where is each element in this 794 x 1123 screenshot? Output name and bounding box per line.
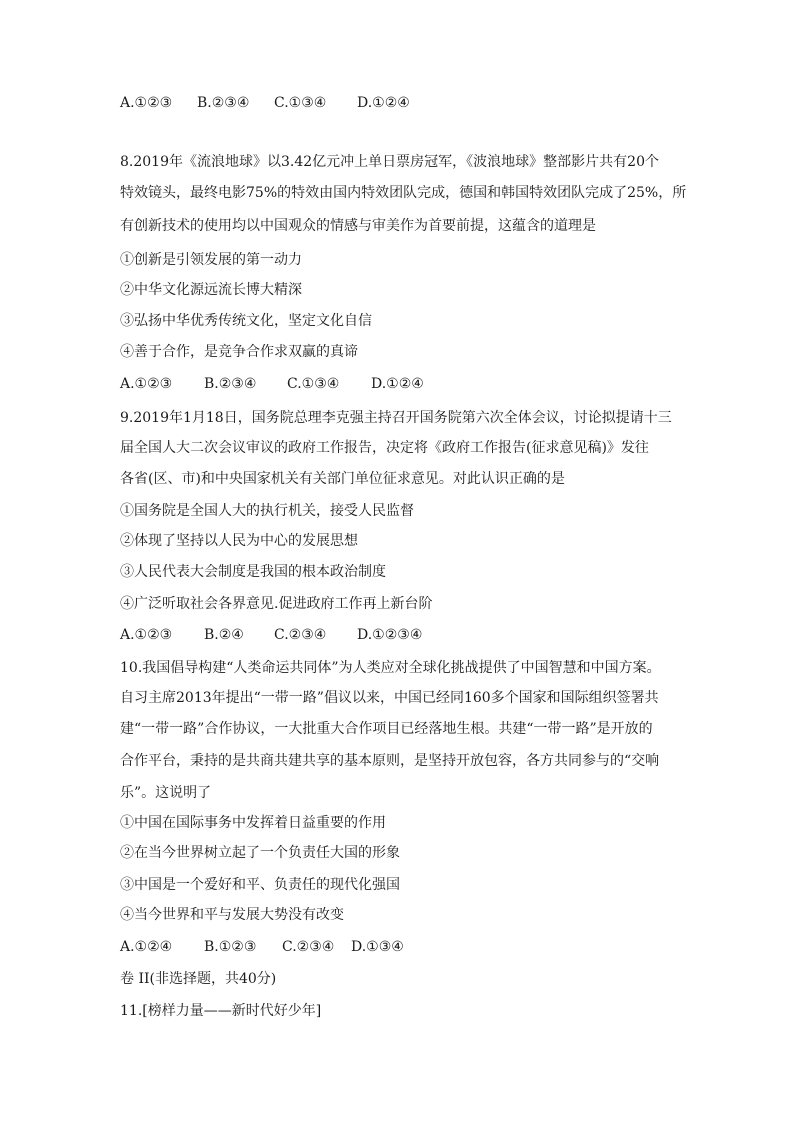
answer-option-c: C.②③④ [282, 939, 335, 955]
answer-option-d: D.①②④ [371, 376, 424, 392]
answer-option-d: D.①②③④ [357, 627, 423, 643]
question-stem: 8.2019年《流浪地球》以3.42亿元冲上单日票房冠军，《波浪地球》整部影片共有20个 [120, 154, 659, 170]
answer-option-a: A.①②③ [120, 95, 173, 111]
statement-option: ③弘扬中华优秀传统文化，坚定文化自信 [120, 313, 372, 329]
text-line: 建“一带一路”合作协议，一大批重大合作项目已经落地生根。共建“一带一路”是开放的 [120, 721, 653, 737]
statement-option: ④当今世界和平与发展大势没有改变 [120, 907, 344, 923]
answer-option-b: B.②③④ [197, 95, 250, 111]
statement-option: ①创新是引领发展的第一动力 [120, 252, 302, 268]
answer-option-c: C.②③④ [274, 627, 327, 643]
question-stem: 9.2019年1月18日，国务院总理李克强主持召开国务院第六次全体会议，讨论拟提请十三 [120, 410, 672, 426]
text-line: 各省(区、市)和中央国家机关有关部门单位征求意见。对此认识正确的是 [120, 471, 565, 487]
text-line: 特效镜头，最终电影75%的特效由国内特效团队完成，德国和韩国特效团队完成了25%，所 [120, 185, 687, 201]
text-line: 自习主席2013年提出“一带一路”倡议以来，中国已经同160多个国家和国际组织签署共 [120, 690, 659, 706]
text-line: 合作平台，秉持的是共商共建共享的基本原则，是坚持开放包容，各方共同参与的“交响 [120, 753, 660, 769]
text-line: 届全国人大二次会议审议的政府工作报告，决定将《政府工作报告(征求意见稿)》发往 [120, 440, 649, 456]
statement-option: ③人民代表大会制度是我国的根本政治制度 [120, 564, 386, 580]
statement-option: ②在当今世界树立起了一个负责任大国的形象 [120, 845, 400, 861]
text-line: 乐”。这说明了 [120, 785, 212, 801]
statement-option: ③中国是一个爱好和平、负责任的现代化强国 [120, 877, 400, 893]
answer-option-d: D.①②④ [357, 95, 410, 111]
statement-option: ④善于合作，是竞争合作求双赢的真谛 [120, 344, 358, 360]
answer-option-a: A.①②③ [120, 376, 173, 392]
answer-option-b: B.①②③ [204, 939, 257, 955]
text-line: 有创新技术的使用均以中国观众的情感与审美作为首要前提，这蕴含的道理是 [120, 218, 596, 234]
statement-option: ②中华文化源远流长博大精深 [120, 282, 302, 298]
question-stem: 11.[榜样力量——新时代好少年] [120, 1003, 322, 1019]
answer-option-b: B.②④ [204, 627, 244, 643]
answer-option-a: A.①②④ [120, 939, 173, 955]
statement-option: ①国务院是全国人大的执行机关，接受人民监督 [120, 503, 414, 519]
answer-option-d: D.①③④ [351, 939, 404, 955]
answer-option-c: C.①③④ [287, 376, 340, 392]
section-heading: 卷 II(非选择题，共40分) [120, 971, 277, 987]
answer-option-b: B.②③④ [204, 376, 257, 392]
statement-option: ④广泛听取社会各界意见.促进政府工作再上新台阶 [120, 596, 433, 612]
question-stem: 10.我国倡导构建“人类命运共同体”为人类应对全球化挑战提供了中国智慧和中国方案。 [120, 660, 661, 676]
answer-option-a: A.①②③ [120, 627, 173, 643]
answer-option-c: C.①③④ [274, 95, 327, 111]
statement-option: ①中国在国际事务中发挥着日益重要的作用 [120, 815, 386, 831]
statement-option: ②体现了坚持以人民为中心的发展思想 [120, 533, 358, 549]
